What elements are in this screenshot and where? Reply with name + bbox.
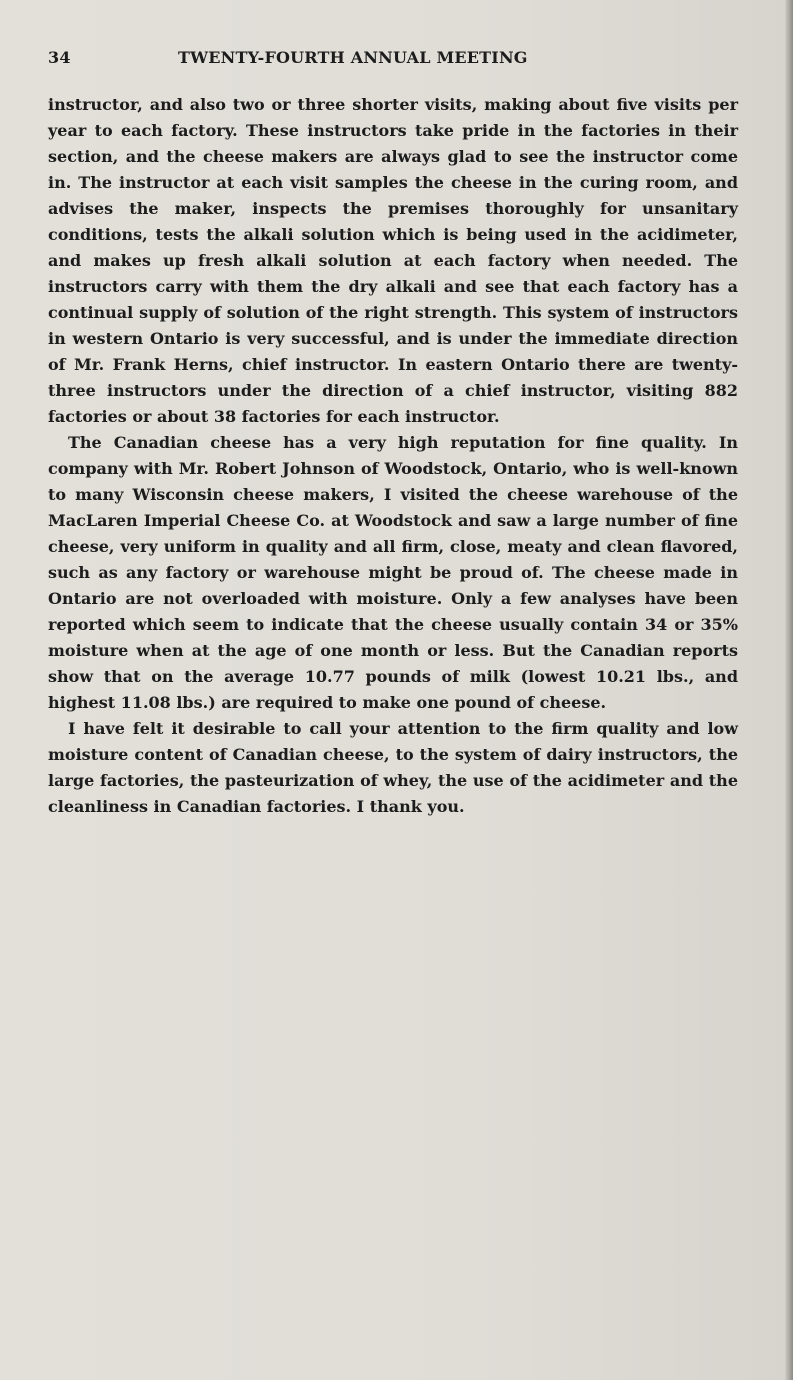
body-text (48, 92, 738, 820)
paragraph-continued: instructor, and also two or three shorter visits, making about five visits per year to each factory. These instructors take pride in the factories in their section, and the cheese makers are always glad to see the instructor come in. The instructor at each visit samples the cheese in the curing room, and advises the maker, inspects the premises thoroughly for unsanitary conditions, tests the alkali solution which is being used in the acidimeter, and makes up fresh alkali solution at each factory when needed. The instructors carry with them the dry alkali and see that each factory has a continual supply of solution of the right strength. This system of instructors in western Ontario is very successful, and is under the immediate direction of Mr. Frank Herns, chief instructor. In eastern Ontario there are twenty-three instructors under the direction of a chief instructor, visiting 882 factories or about 38 factories for each instructor. (48, 95, 738, 426)
page-binding-edge (785, 0, 793, 1380)
page-number: 34 (48, 48, 71, 67)
paragraph-closing: I have felt it desirable to call your attention to the firm quality and low moisture content of Canadian cheese, to the system of dairy instructors, the large factories, the pasteurization of whey, the use of the acidimeter and the cleanliness in Canadian factories. I thank you. (48, 719, 738, 816)
paragraph-canadian-cheese: The Canadian cheese has a very high reputation for fine quality. In company with Mr. Robert Johnson of Woodstock, Ontario, who is well-known to many Wisconsin cheese makers, I visited the cheese warehouse of the MacLaren Imperial Cheese Co. at Woodstock and saw a large number of fine cheese, very uniform in quality and all firm, close, meaty and clean flavored, such as any factory or warehouse might be proud of. The cheese made in Ontario are not overloaded with moisture. Only a few analyses have been reported which seem to indicate that the cheese usually contain 34 or 35% moisture when at the age of one month or less. But the Canadian reports show that on the average 10.77 pounds of milk (lowest 10.21 lbs., and highest 11.08 lbs.) are required to make one pound of cheese. (48, 433, 738, 712)
running-head (48, 48, 738, 72)
running-head-title: TWENTY-FOURTH ANNUAL MEETING (178, 48, 528, 67)
